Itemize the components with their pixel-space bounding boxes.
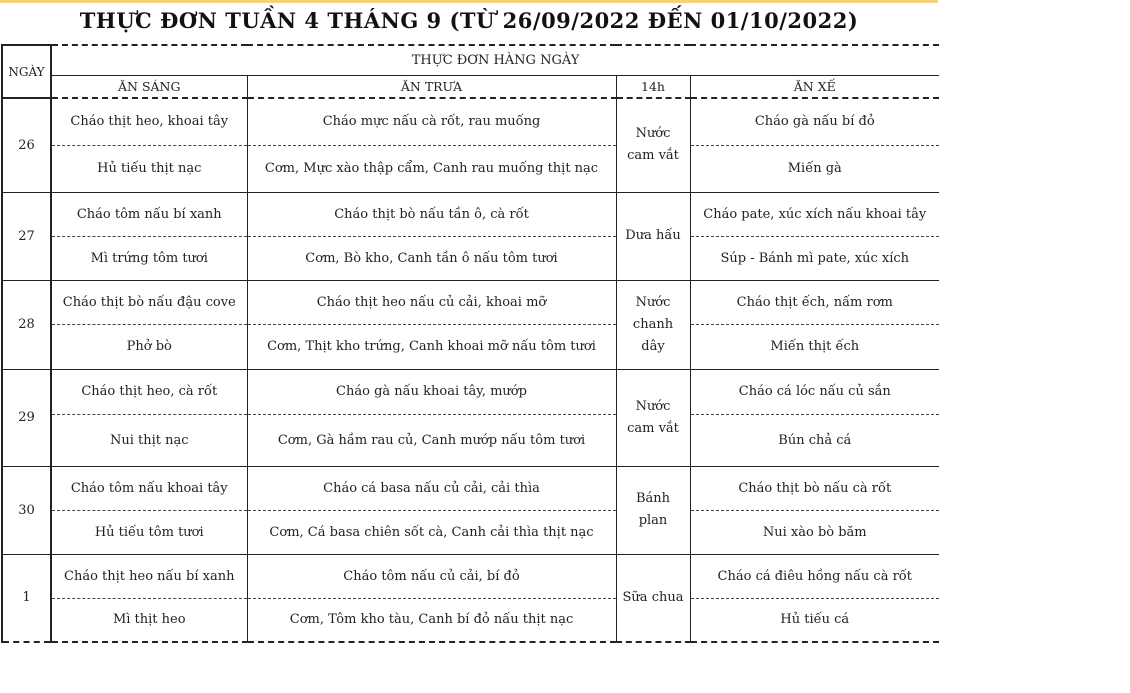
header-an-sang: ĂN SÁNG bbox=[51, 75, 247, 98]
breakfast-item: Cháo thịt heo nấu bí xanh bbox=[51, 554, 247, 598]
lunch-item: Cơm, Tôm kho tàu, Canh bí đỏ nấu thịt nạc bbox=[247, 598, 616, 642]
afternoon-item: Cháo gà nấu bí đỏ bbox=[690, 98, 939, 145]
lunch-item: Cháo mực nấu cà rốt, rau muống bbox=[247, 98, 616, 145]
day-row-top bbox=[2, 280, 939, 324]
snack-14h bbox=[616, 369, 690, 466]
afternoon-item: Miến gà bbox=[690, 145, 939, 192]
header-14h: 14h bbox=[616, 75, 690, 98]
lunch-item: Cơm, Gà hầm rau củ, Canh mướp nấu tôm tươi bbox=[247, 414, 616, 466]
lunch-item: Cháo cá basa nấu củ cải, cải thìa bbox=[247, 466, 616, 510]
afternoon-item: Cháo pate, xúc xích nấu khoai tây bbox=[690, 192, 939, 236]
afternoon-item: Cháo thịt bò nấu cà rốt bbox=[690, 466, 939, 510]
menu-table bbox=[1, 44, 939, 643]
day-row-bottom bbox=[2, 598, 939, 642]
snack-14h-text: Bánh plan bbox=[635, 491, 671, 528]
snack-14h bbox=[616, 466, 690, 554]
afternoon-item: Cháo cá lóc nấu củ sắn bbox=[690, 369, 939, 414]
breakfast-item: Cháo thịt bò nấu đậu cove bbox=[51, 280, 247, 324]
lunch-item: Cơm, Thịt kho trứng, Canh khoai mỡ nấu tôm tươi bbox=[247, 324, 616, 369]
lunch-item: Cơm, Mực xào thập cẩm, Canh rau muống thịt nạc bbox=[247, 145, 616, 192]
afternoon-item: Miến thịt ếch bbox=[690, 324, 939, 369]
breakfast-item: Nui thịt nạc bbox=[51, 414, 247, 466]
breakfast-item: Phở bò bbox=[51, 324, 247, 369]
lunch-item: Cơm, Cá basa chiên sốt cà, Canh cải thìa thịt nạc bbox=[247, 510, 616, 554]
breakfast-item: Mì thịt heo bbox=[51, 598, 247, 642]
top-border-line bbox=[0, 0, 938, 3]
lunch-item: Cháo thịt bò nấu tần ô, cà rốt bbox=[247, 192, 616, 236]
afternoon-item: Hủ tiếu cá bbox=[690, 598, 939, 642]
day-row-top bbox=[2, 466, 939, 510]
day-number: 30 bbox=[2, 466, 51, 554]
header-thuc-don: THỰC ĐƠN HÀNG NGÀY bbox=[51, 45, 939, 75]
day-row-bottom bbox=[2, 414, 939, 466]
breakfast-item: Hủ tiếu thịt nạc bbox=[51, 145, 247, 192]
day-row-bottom bbox=[2, 510, 939, 554]
day-row-bottom bbox=[2, 236, 939, 280]
day-row-top bbox=[2, 98, 939, 145]
day-row-bottom bbox=[2, 324, 939, 369]
day-row-top bbox=[2, 554, 939, 598]
afternoon-item: Cháo cá điêu hồng nấu cà rốt bbox=[690, 554, 939, 598]
breakfast-item: Cháo tôm nấu khoai tây bbox=[51, 466, 247, 510]
snack-14h-text: Dưa hấu bbox=[625, 228, 681, 243]
snack-14h bbox=[616, 192, 690, 280]
day-number: 29 bbox=[2, 369, 51, 466]
breakfast-item: Cháo thịt heo, khoai tây bbox=[51, 98, 247, 145]
menu-body bbox=[2, 98, 939, 642]
lunch-item: Cháo thịt heo nấu củ cải, khoai mỡ bbox=[247, 280, 616, 324]
breakfast-item: Cháo tôm nấu bí xanh bbox=[51, 192, 247, 236]
snack-14h-text: Nước cam vắt bbox=[627, 398, 679, 436]
afternoon-item: Cháo thịt ếch, nấm rơm bbox=[690, 280, 939, 324]
afternoon-item: Bún chả cá bbox=[690, 414, 939, 466]
day-row-top bbox=[2, 192, 939, 236]
lunch-item: Cháo tôm nấu củ cải, bí đỏ bbox=[247, 554, 616, 598]
lunch-item: Cơm, Bò kho, Canh tần ô nấu tôm tươi bbox=[247, 236, 616, 280]
header-an-xe: ĂN XẾ bbox=[690, 75, 939, 98]
breakfast-item: Cháo thịt heo, cà rốt bbox=[51, 369, 247, 414]
afternoon-item: Súp - Bánh mì pate, xúc xích bbox=[690, 236, 939, 280]
snack-14h-text: Sữa chua bbox=[622, 589, 684, 605]
page-title: THỰC ĐƠN TUẦN 4 THÁNG 9 (TỪ 26/09/2022 ĐẾN 01/10/2022) bbox=[79, 8, 859, 33]
snack-14h-text: Nước cam vắt bbox=[627, 126, 679, 164]
header-ngay: NGÀY bbox=[2, 45, 51, 98]
snack-14h bbox=[616, 554, 690, 642]
snack-14h-text: Nước chanh dây bbox=[632, 294, 674, 354]
day-number: 1 bbox=[2, 554, 51, 642]
day-row-top bbox=[2, 369, 939, 414]
header-an-trua: ĂN TRƯA bbox=[247, 75, 616, 98]
day-number: 27 bbox=[2, 192, 51, 280]
breakfast-item: Mì trứng tôm tươi bbox=[51, 236, 247, 280]
day-row-bottom bbox=[2, 145, 939, 192]
snack-14h bbox=[616, 280, 690, 369]
day-number: 26 bbox=[2, 98, 51, 192]
snack-14h bbox=[616, 98, 690, 192]
breakfast-item: Hủ tiếu tôm tươi bbox=[51, 510, 247, 554]
lunch-item: Cháo gà nấu khoai tây, mướp bbox=[247, 369, 616, 414]
afternoon-item: Nui xào bò băm bbox=[690, 510, 939, 554]
day-number: 28 bbox=[2, 280, 51, 369]
